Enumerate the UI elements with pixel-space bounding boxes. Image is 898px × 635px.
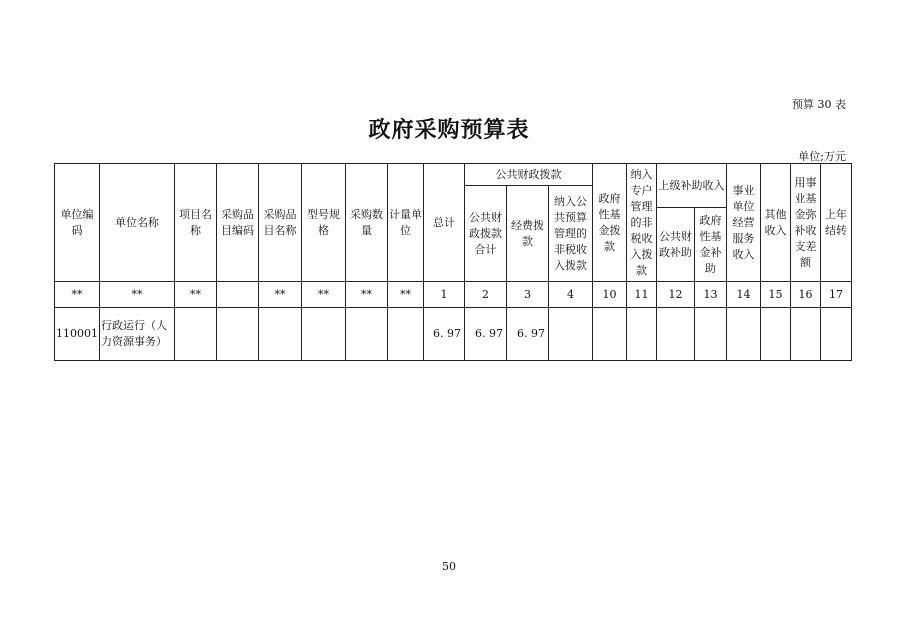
index-row bbox=[55, 282, 852, 308]
header-unit-name: 单位名称 bbox=[100, 164, 175, 282]
index-cell: 16 bbox=[791, 282, 821, 308]
cell-unit-name: 行政运行（人力资源事务） bbox=[100, 308, 175, 361]
header-funds-allocation: 经费拨款 bbox=[507, 186, 549, 282]
index-cell: 2 bbox=[465, 282, 507, 308]
header-item-code: 采购品目编码 bbox=[217, 164, 259, 282]
header-item-name: 采购品目名称 bbox=[259, 164, 302, 282]
unit-label: 单位;万元 bbox=[798, 150, 846, 163]
header-superior-public-finance-subsidy: 公共财政补助 bbox=[657, 208, 695, 282]
index-cell: 4 bbox=[549, 282, 593, 308]
cell-superior-gov-fund-subsidy bbox=[695, 308, 727, 361]
index-cell: ** bbox=[259, 282, 302, 308]
cell-reserve-fund bbox=[791, 308, 821, 361]
header-superior-subsidy-group: 上级补助收入 bbox=[657, 164, 727, 208]
index-cell: ** bbox=[55, 282, 100, 308]
index-cell: 17 bbox=[821, 282, 852, 308]
header-project-name: 项目名称 bbox=[175, 164, 217, 282]
cell-business-income bbox=[727, 308, 761, 361]
cell-public-budget-nontax bbox=[549, 308, 593, 361]
header-other-income: 其他收入 bbox=[761, 164, 791, 282]
cell-gov-fund bbox=[593, 308, 627, 361]
index-cell bbox=[217, 282, 259, 308]
page-title: 政府采购预算表 bbox=[368, 117, 530, 143]
cell-project-name bbox=[175, 308, 217, 361]
index-cell: 13 bbox=[695, 282, 727, 308]
cell-quantity bbox=[346, 308, 388, 361]
header-gov-fund: 政府性基金拨款 bbox=[593, 164, 627, 282]
index-cell: 1 bbox=[424, 282, 465, 308]
header-special-nontax: 纳入专户管理的非税收入拨款 bbox=[627, 164, 657, 282]
cell-other-income bbox=[761, 308, 791, 361]
header-quantity: 采购数量 bbox=[346, 164, 388, 282]
index-cell: 10 bbox=[593, 282, 627, 308]
cell-measure-unit bbox=[388, 308, 424, 361]
header-superior-gov-fund-subsidy: 政府性基金补助 bbox=[695, 208, 727, 282]
header-total: 总计 bbox=[424, 164, 465, 282]
index-cell: ** bbox=[175, 282, 217, 308]
header-business-income: 事业单位经营服务收入 bbox=[727, 164, 761, 282]
index-cell: 11 bbox=[627, 282, 657, 308]
header-unit-code: 单位编码 bbox=[55, 164, 100, 282]
index-cell: ** bbox=[388, 282, 424, 308]
header-public-finance-group: 公共财政拨款 bbox=[465, 164, 593, 186]
cell-item-name bbox=[259, 308, 302, 361]
procurement-budget-table bbox=[54, 163, 852, 361]
page-number: 50 bbox=[442, 560, 456, 573]
form-number-label: 预算 30 表 bbox=[792, 98, 846, 111]
cell-unit-code: 110001 bbox=[55, 308, 100, 361]
index-cell: 15 bbox=[761, 282, 791, 308]
header-carryover: 上年结转 bbox=[821, 164, 852, 282]
index-cell: 14 bbox=[727, 282, 761, 308]
header-reserve-fund: 用事业基金弥补收支差额 bbox=[791, 164, 821, 282]
cell-item-code bbox=[217, 308, 259, 361]
cell-model-spec bbox=[302, 308, 346, 361]
header-public-budget-nontax: 纳入公共预算管理的非税收入拨款 bbox=[549, 186, 593, 282]
header-public-finance-total: 公共财政拨款合计 bbox=[465, 186, 507, 282]
header-row-1 bbox=[55, 164, 852, 186]
cell-superior-public-finance-subsidy bbox=[657, 308, 695, 361]
index-cell: 3 bbox=[507, 282, 549, 308]
index-cell: 12 bbox=[657, 282, 695, 308]
table-row bbox=[55, 308, 852, 361]
header-measure-unit: 计量单位 bbox=[388, 164, 424, 282]
index-cell: ** bbox=[346, 282, 388, 308]
cell-special-nontax bbox=[627, 308, 657, 361]
cell-funds-allocation: 6. 97 bbox=[507, 308, 549, 361]
index-cell: ** bbox=[302, 282, 346, 308]
cell-total: 6. 97 bbox=[424, 308, 465, 361]
header-model-spec: 型号规格 bbox=[302, 164, 346, 282]
cell-carryover bbox=[821, 308, 852, 361]
index-cell: ** bbox=[100, 282, 175, 308]
cell-public-finance-total: 6. 97 bbox=[465, 308, 507, 361]
